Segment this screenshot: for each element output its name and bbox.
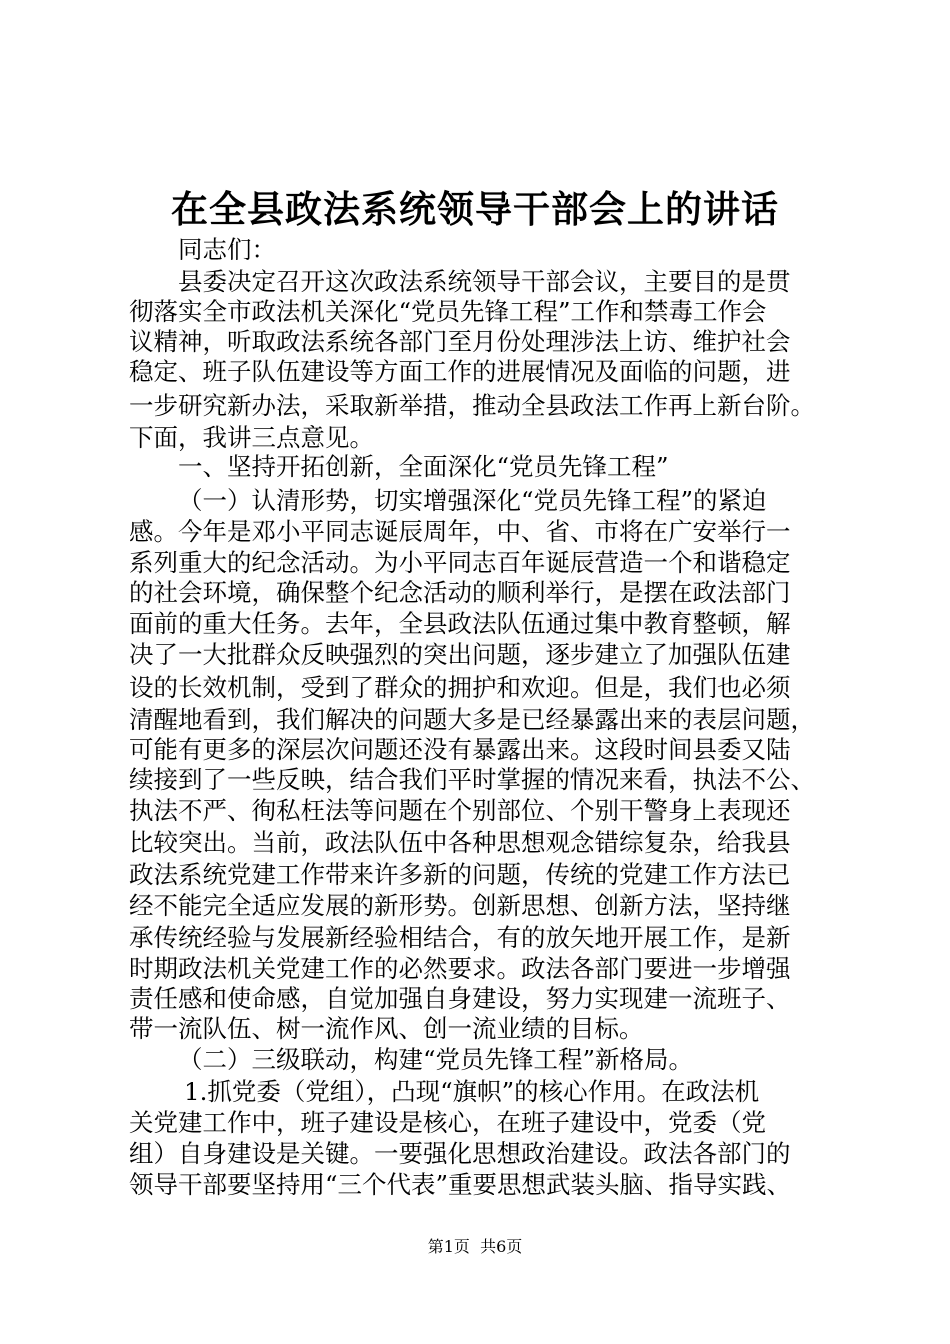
paragraph-line: 议精神，听取政法系统各部门至月份处理涉法上访、维护社会 — [129, 327, 791, 356]
paragraph-line: 决了一大批群众反映强烈的突出问题，逐步建立了加强队伍建 — [129, 640, 791, 669]
subsection-heading-line: （一）认清形势，切实增强深化“党员先锋工程”的紧迫 — [178, 486, 767, 515]
paragraph-line: 县委决定召开这次政法系统领导干部会议，主要目的是贯 — [178, 267, 791, 296]
paragraph-line: 领导干部要坚持用“三个代表”重要思想武装头脑、指导实践、 — [129, 1170, 792, 1199]
paragraph-line: 清醒地看到，我们解决的问题大多是已经暴露出来的表层问题， — [129, 705, 815, 734]
paragraph-line: 面前的重大任务。去年，全县政法队伍通过集中教育整顿，解 — [129, 609, 791, 638]
paragraph-line: 政法系统党建工作带来许多新的问题，传统的党建工作方法已 — [129, 860, 791, 889]
paragraph-line: 系列重大的纪念活动。为小平同志百年诞辰营造一个和谐稳定 — [129, 548, 791, 577]
paragraph-line: 1.抓党委（党组），凸现“旗帜”的核心作用。在政法机 — [184, 1077, 760, 1106]
document-title: 在全县政法系统领导干部会上的讲话 — [171, 187, 779, 231]
paragraph-line: 一步研究新办法，采取新举措，推动全县政法工作再上新台阶。 — [129, 391, 815, 420]
paragraph-line: 的社会环境，确保整个纪念活动的顺利举行，是摆在政法部门 — [129, 578, 791, 607]
paragraph-line: 经不能完全适应发展的新形势。创新思想、创新方法，坚持继 — [129, 891, 791, 920]
paragraph-line: 彻落实全市政法机关深化“党员先锋工程”工作和禁毒工作会 — [129, 297, 767, 326]
paragraph-line: 感。今年是邓小平同志诞辰周年，中、省、市将在广安举行一 — [129, 517, 791, 546]
paragraph-line: 稳定、班子队伍建设等方面工作的进展情况及面临的问题，进 — [129, 357, 791, 386]
paragraph-line: 下面，我讲三点意见。 — [129, 423, 374, 452]
paragraph-line: 组）自身建设是关键。一要强化思想政治建设。政法各部门的 — [129, 1139, 791, 1168]
section-heading: 一、坚持开拓创新，全面深化“党员先锋工程” — [178, 452, 669, 481]
paragraph-line: 执法不严、徇私枉法等问题在个别部位、个别干警身上表现还 — [129, 796, 791, 825]
subsection-heading: （二）三级联动，构建“党员先锋工程”新格局。 — [178, 1045, 694, 1074]
paragraph-line: 可能有更多的深层次问题还没有暴露出来。这段时间县委又陆 — [129, 735, 791, 764]
paragraph-line: 责任感和使命感，自觉加强自身建设，努力实现建一流班子、 — [129, 984, 791, 1013]
salutation-line: 同志们： — [178, 235, 276, 264]
paragraph-line: 带一流队伍、树一流作风、创一流业绩的目标。 — [129, 1014, 644, 1043]
paragraph-line: 时期政法机关党建工作的必然要求。政法各部门要进一步增强 — [129, 954, 791, 983]
paragraph-line: 关党建工作中，班子建设是核心，在班子建设中，党委（党 — [129, 1108, 766, 1137]
paragraph-line: 续接到了一些反映，结合我们平时掌握的情况来看，执法不公、 — [129, 765, 815, 794]
page-footer: 第1页 共6页 — [427, 1237, 523, 1256]
paragraph-line: 比较突出。当前，政法队伍中各种思想观念错综复杂，给我县 — [129, 828, 791, 857]
paragraph-line: 承传统经验与发展新经验相结合，有的放矢地开展工作，是新 — [129, 923, 791, 952]
paragraph-line: 设的长效机制，受到了群众的拥护和欢迎。但是，我们也必须 — [129, 673, 791, 702]
